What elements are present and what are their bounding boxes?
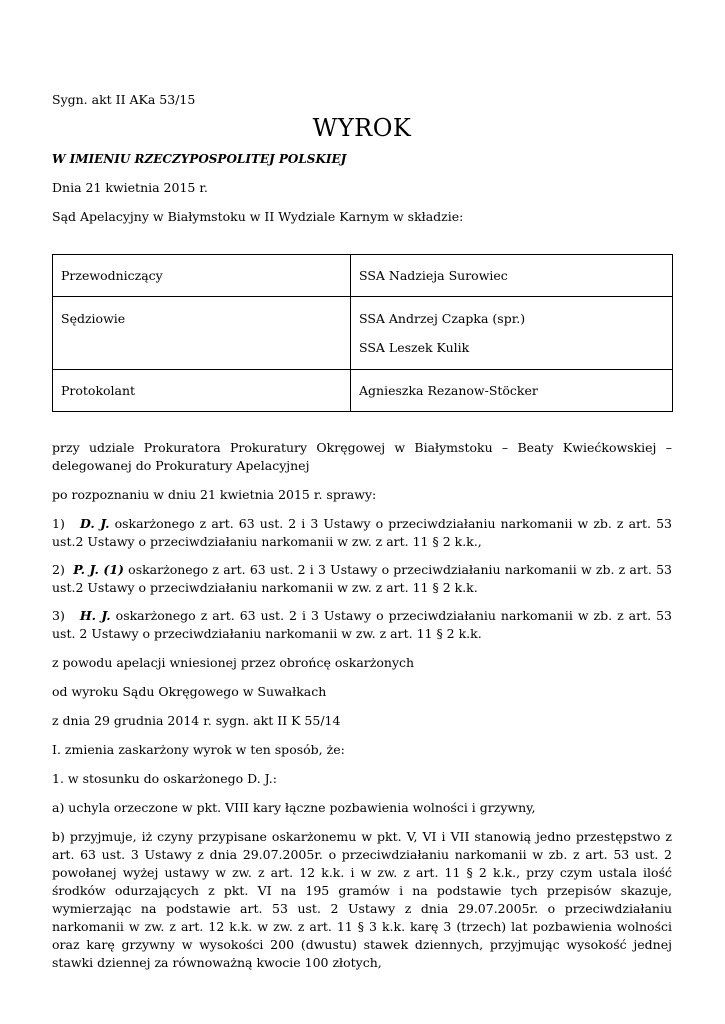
defendant-3 — [52, 607, 672, 643]
appealed-judgment-date: z dnia 29 grudnia 2014 r. sygn. akt II K 55/14 — [52, 713, 341, 728]
in-the-name-heading: W IMIENIU RZECZYPOSPOLITEJ POLSKIEJ — [52, 152, 347, 166]
table-row — [53, 370, 673, 412]
court-name: Sąd Apelacyjny w Białymstoku w II Wydziale Karnym w składzie: — [52, 209, 464, 224]
defendant-3-charge: oskarżonego z art. 63 ust. 2 i 3 Ustawy o przeciwdziałaniu narkomanii w zb. z art. 53 ust. 2 Ustawy o przeciwdziałaniu narkomanii w zw. z art. 11 § 2 k.k. — [52, 608, 672, 641]
defendant-2-number: 2) — [52, 562, 65, 577]
ruling-point-I: I. zmienia zaskarżony wyrok w ten sposób, że: — [52, 742, 345, 757]
clerk-label: Protokolant — [53, 370, 351, 412]
prosecutor-paragraph: przy udziale Prokuratora Prokuratury Okręgowej w Białymstoku – Beaty Kwiećkowskiej – delegowanej do Prokuratury Apelacyjnej — [52, 440, 672, 473]
defendant-1-name: D. J. — [80, 516, 110, 531]
defendant-1-number: 1) — [52, 516, 65, 531]
judge-2: SSA Leszek Kulik — [359, 340, 470, 355]
defendant-3-name: H. J. — [79, 608, 111, 623]
defendant-3-number: 3) — [52, 608, 65, 623]
ruling-point-a: a) uchyla orzeczone w pkt. VIII kary łączne pozbawienia wolności i grzywny, — [52, 800, 536, 815]
table-row — [53, 255, 673, 297]
judges-label: Sędziowie — [53, 297, 351, 370]
presiding-value: SSA Nadzieja Surowiec — [351, 255, 673, 297]
defendant-1-charge: oskarżonego z art. 63 ust. 2 i 3 Ustawy o przeciwdziałaniu narkomanii w zb. z art. 53 ust.2 Ustawy o przeciwdziałaniu narkomanii w zw. z art. 11 § 2 k.k., — [52, 516, 672, 549]
appealed-judgment-court: od wyroku Sądu Okręgowego w Suwałkach — [52, 684, 327, 699]
appeal-reason: z powodu apelacji wniesionej przez obrońcę oskarżonych — [52, 655, 415, 670]
judge-1: SSA Andrzej Czapka (spr.) — [359, 311, 526, 326]
defendant-1 — [52, 515, 672, 551]
document-title: WYROK — [312, 114, 412, 142]
presiding-label: Przewodniczący — [53, 255, 351, 297]
defendant-2 — [52, 561, 672, 597]
ruling-point-1: 1. w stosunku do oskarżonego D. J.: — [52, 771, 277, 786]
table-row — [53, 297, 673, 370]
defendant-2-charge: oskarżonego z art. 63 ust. 2 i 3 Ustawy o przeciwdziałaniu narkomanii w zb. z art. 53 ust.2 Ustawy o przeciwdziałaniu narkomanii w zw. z art. 11 § 2 k.k. — [52, 562, 672, 595]
clerk-value: Agnieszka Rezanow-Stöcker — [351, 370, 673, 412]
court-composition-table — [52, 254, 673, 412]
judgment-date: Dnia 21 kwietnia 2015 r. — [52, 180, 208, 195]
case-intro: po rozpoznaniu w dniu 21 kwietnia 2015 r. sprawy: — [52, 487, 377, 502]
defendant-2-name: P. J. (1) — [73, 562, 124, 577]
case-signature: Sygn. akt II AKa 53/15 — [52, 92, 196, 107]
judges-value — [351, 297, 673, 370]
ruling-point-b: b) przyjmuje, iż czyny przypisane oskarżonemu w pkt. V, VI i VII stanowią jedno przestępstwo z art. 63 ust. 3 Ustawy z dnia 29.07.2005r. o przeciwdziałaniu narkomanii w zb. z art. 53 ust. 2 powołanej wyżej ustawy w zw. z art. 12 k.k. i w zw. z art. 11 § 2 k.k., przy czym ustala ilość środków odurzających z pkt. VI na 195 gramów i na podstawie tych przepisów skazuje, wymierzając na podstawie art. 53 ust. 2 Ustawy z dnia 29.07.2005r. o przeciwdziałaniu narkomanii w zw. z art. 12 k.k. w zw. z art. 11 § 3 k.k. karę 3 (trzech) lat pozbawienia wolności oraz karę grzywny w wysokości 200 (dwustu) stawek dziennych, przyjmując wysokość jednej stawki dziennej za równoważną kwocie 100 złotych, — [52, 829, 672, 970]
